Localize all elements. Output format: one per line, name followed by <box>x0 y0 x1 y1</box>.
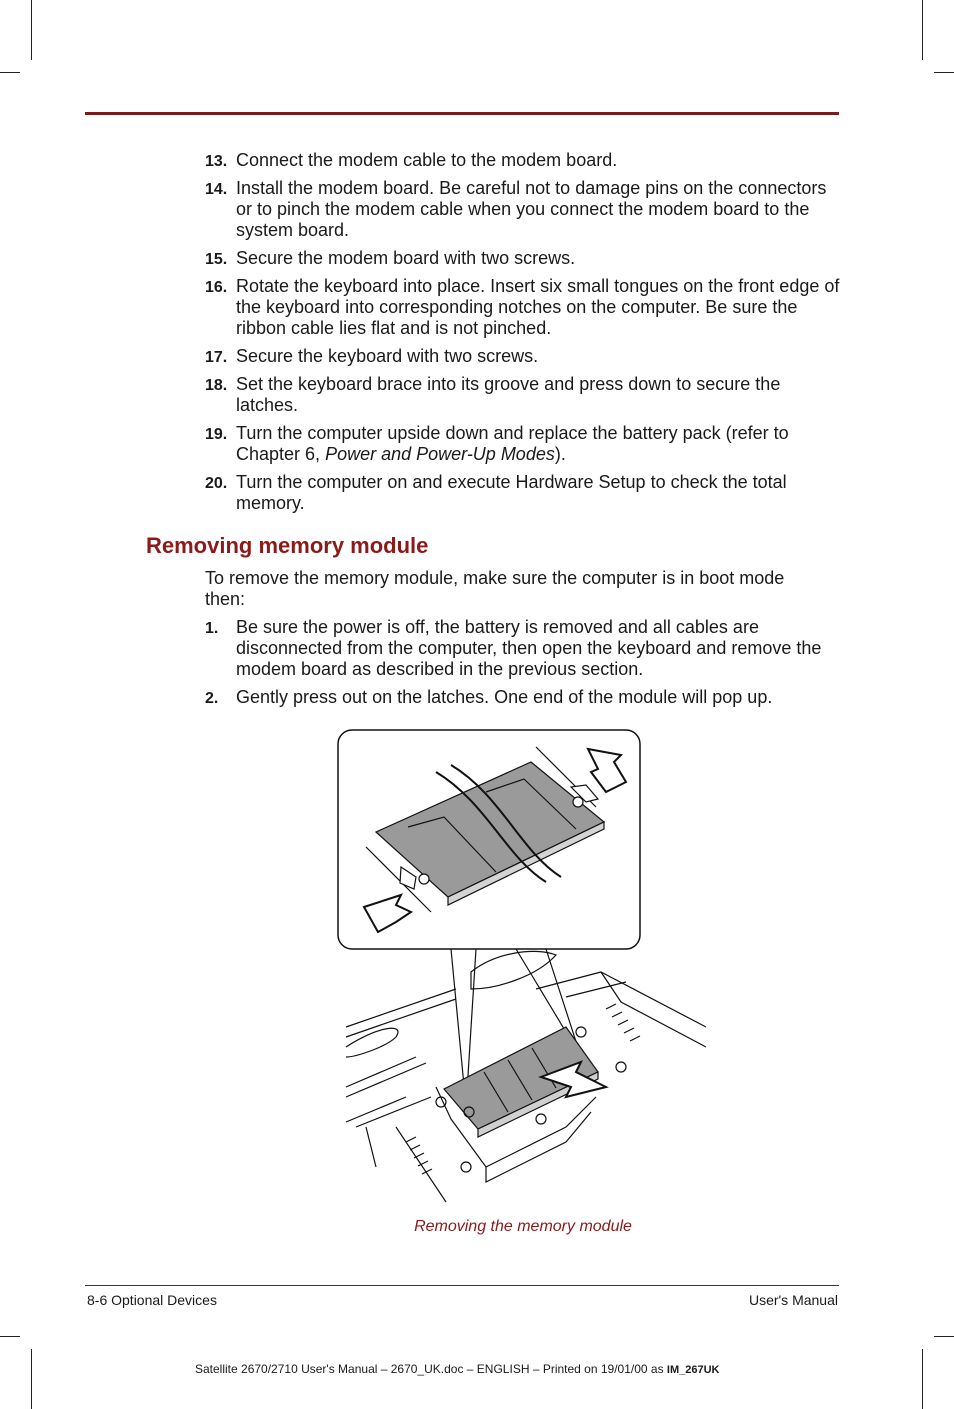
step-text-tail: ). <box>554 444 566 464</box>
crop-mark <box>922 1349 923 1409</box>
step-list-removal <box>205 617 845 715</box>
crop-mark <box>934 1336 954 1337</box>
footer-manual-title: User's Manual <box>748 1292 838 1308</box>
crop-mark <box>31 0 32 60</box>
step-text: Connect the modem cable to the modem board. <box>236 150 618 170</box>
print-info-text: Satellite 2670/2710 User's Manual – 2670_UK.doc – ENGLISH – Printed on 19/01/00 as <box>195 1362 667 1376</box>
step-item <box>205 472 845 514</box>
section-intro: To remove the memory module, make sure the computer is in boot mode then: <box>205 568 785 609</box>
crop-mark <box>934 72 954 73</box>
step-number: 14. <box>205 181 228 198</box>
step-number: 1. <box>205 620 219 637</box>
step-item <box>205 248 845 269</box>
step-number: 19. <box>205 426 228 443</box>
step-item <box>205 346 845 367</box>
crop-mark <box>31 1349 32 1409</box>
print-code: IM_267UK <box>666 1364 720 1376</box>
step-number: 13. <box>205 153 228 170</box>
step-text: Secure the modem board with two screws. <box>236 248 576 268</box>
header-rule <box>85 112 839 115</box>
memory-module-illustration <box>336 727 708 1207</box>
step-text: Install the modem board. Be careful not to damage pins on the connectors or to pinch the modem cable when you connect the modem board to the system board. <box>236 178 827 240</box>
step-number: 18. <box>205 377 228 394</box>
step-item <box>205 150 845 171</box>
step-item <box>205 617 845 680</box>
crop-mark <box>922 0 923 60</box>
step-number: 16. <box>205 279 228 296</box>
footer-rule <box>85 1285 839 1286</box>
print-info <box>195 1362 720 1376</box>
step-text: Set the keyboard brace into its groove and press down to secure the latches. <box>236 374 781 415</box>
step-text: Rotate the keyboard into place. Insert six small tongues on the front edge of the keyboard into corresponding notches on the computer. Be sure the ribbon cable lies flat and is not pinched. <box>236 276 840 338</box>
step-number: 17. <box>205 349 228 366</box>
step-item <box>205 178 845 241</box>
step-number: 2. <box>205 690 219 707</box>
step-list-installation <box>205 150 845 521</box>
crop-mark <box>0 1336 20 1337</box>
chapter-reference: Power and Power-Up Modes <box>325 444 555 464</box>
step-text: Gently press out on the latches. One end of the module will pop up. <box>236 687 773 707</box>
step-text: Turn the computer upside down and replace the battery pack (refer to Chapter 6, <box>236 423 789 464</box>
step-text: Turn the computer on and execute Hardware Setup to check the total memory. <box>236 472 787 513</box>
step-text: Be sure the power is off, the battery is removed and all cables are disconnected from the computer, then open the keyboard and remove the modem board as described in the previous section. <box>236 617 822 679</box>
step-item <box>205 276 845 339</box>
step-item <box>205 374 845 416</box>
step-text: Secure the keyboard with two screws. <box>236 346 539 366</box>
footer-page-label: 8-6 Optional Devices <box>87 1292 217 1308</box>
step-number: 15. <box>205 251 228 268</box>
step-item <box>205 423 845 465</box>
section-heading: Removing memory module <box>146 533 429 558</box>
step-number: 20. <box>205 475 228 492</box>
crop-mark <box>0 72 20 73</box>
figure-caption: Removing the memory module <box>414 1218 632 1235</box>
step-item <box>205 687 845 708</box>
